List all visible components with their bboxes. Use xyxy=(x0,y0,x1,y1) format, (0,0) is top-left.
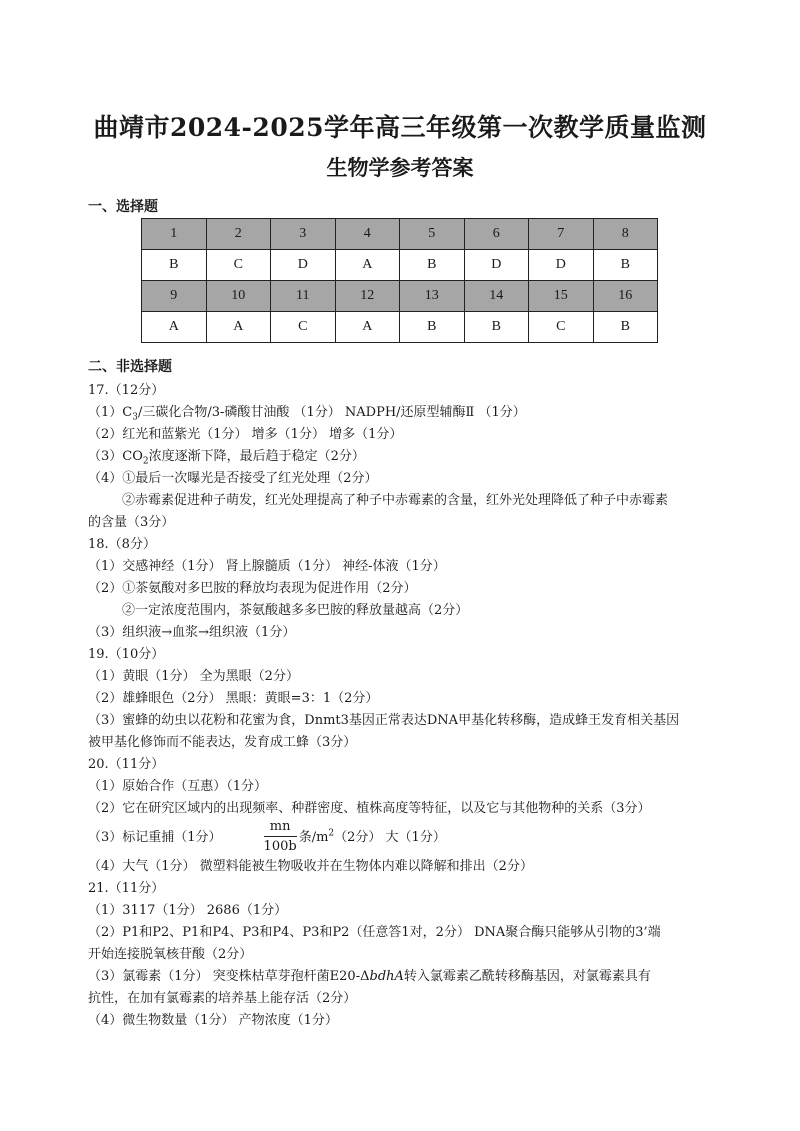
answer-line: $(3)CO_2$浓度逐渐下降，最后趋于稳定（2分） xyxy=(88,449,365,467)
table-cell: A xyxy=(335,250,400,281)
table-cell: B xyxy=(400,250,465,281)
answer-line: ②赤霉素促进种子萌发，红光处理提高了种子中赤霉素的含量，红外光处理降低了种子中赤霉素 xyxy=(122,493,669,508)
table-cell: B xyxy=(464,312,529,343)
answer-line: （1）原始合作（互惠）（1分） xyxy=(88,779,268,794)
answer-line: 被甲基化修饰而不能表达，发育成工蜂（3分） xyxy=(88,735,357,750)
table-cell: B xyxy=(142,250,207,281)
table-cell: 6 xyxy=(464,219,529,250)
answer-line: （4）微生物数量（1分） 产物浓度（1分） xyxy=(88,1013,338,1028)
table-row-answers xyxy=(142,250,658,281)
page-subtitle: 生物学参考答案 xyxy=(326,155,474,180)
table-cell: 16 xyxy=(593,281,658,312)
table-cell: D xyxy=(464,250,529,281)
table-cell: 2 xyxy=(206,219,271,250)
page-title: 曲靖市2024-2025学年高三年级第一次教学质量监测 xyxy=(93,113,707,142)
table-cell: 7 xyxy=(529,219,594,250)
table-cell: B xyxy=(593,250,658,281)
question-18-heading: 18.（8分） xyxy=(88,537,156,552)
table-cell: D xyxy=(529,250,594,281)
answer-line: $(1)C_3/$三碳化合物/3-磷酸甘油酸 （1分） NADPH/还原型辅酶Ⅱ （1分） xyxy=(88,405,526,423)
question-21-heading: 21.（11分） xyxy=(88,881,165,896)
answer-line: （2）①茶氨酸对多巴胺的释放均表现为促进作用（2分） xyxy=(88,581,417,596)
table-cell: A xyxy=(142,312,207,343)
table-cell: 3 xyxy=(271,219,336,250)
answer-line: （2）红光和蓝紫光（1分） 增多（1分） 增多（1分） xyxy=(88,427,403,442)
choice-answer-table xyxy=(141,218,658,343)
answer-line: 开始连接脱氧核苷酸（2分） xyxy=(88,947,253,962)
answer-line: （3）氯霉素（1分） 突变株枯草芽孢杆菌E20-ΔbdhA转入氯霉素乙酰转移酶基因，对氯霉素具有 xyxy=(88,969,651,984)
table-cell: 10 xyxy=(206,281,271,312)
answer-line: （3）蜜蜂的幼虫以花粉和花蜜为食，Dnmt3基因正常表达DNA甲基化转移酶，造成蜂王发育相关基因 xyxy=(88,713,680,728)
table-cell: 4 xyxy=(335,219,400,250)
section-heading-nonchoice: 二、非选择题 xyxy=(88,359,172,375)
table-cell: C xyxy=(529,312,594,343)
table-cell: 8 xyxy=(593,219,658,250)
answer-line: 抗性，在加有氯霉素的培养基上能存活（2分） xyxy=(88,991,357,1006)
table-row-question-numbers xyxy=(142,281,658,312)
question-19-heading: 19.（10分） xyxy=(88,647,165,662)
question-20-heading: 20.（11分） xyxy=(88,757,165,772)
answer-line: （3）组织液→血浆→组织液（1分） xyxy=(88,625,296,640)
table-row-question-numbers xyxy=(142,219,658,250)
answer-line: （2）P1和P2、P1和P4、P3和P4、P3和P2（任意答1对，2分） DNA聚合酶只能够从引物的3’端 xyxy=(88,925,661,940)
table-cell: 15 xyxy=(529,281,594,312)
answer-line: （4）大气（1分） 微塑料能被生物吸收并在生物体内难以降解和排出（2分） xyxy=(88,859,533,874)
table-cell: 14 xyxy=(464,281,529,312)
question-17-heading: 17.（12分） xyxy=(88,383,165,398)
answer-line: ②一定浓度范围内，茶氨酸越多多巴胺的释放量越高（2分） xyxy=(122,603,469,618)
answer-line: （1）黄眼（1分） 全为黑眼（2分） xyxy=(88,669,299,684)
table-cell: B xyxy=(400,312,465,343)
table-cell: 12 xyxy=(335,281,400,312)
answer-line: （1）交感神经（1分） 肾上腺髓质（1分） 神经-体液（1分） xyxy=(88,559,446,574)
answer-line: （4）①最后一次曝光是否接受了红光处理（2分） xyxy=(88,471,378,486)
table-cell: 9 xyxy=(142,281,207,312)
table-cell: C xyxy=(271,312,336,343)
answer-line: （2）雄蜂眼色（2分） 黑眼：黄眼=3：1（2分） xyxy=(88,691,379,706)
table-row-answers xyxy=(142,312,658,343)
table-cell: 5 xyxy=(400,219,465,250)
answer-line: 的含量（3分） xyxy=(88,515,175,530)
answer-line-with-fraction: （3）标记重捕（1分） $\frac{mn}{100b}$ 条$/m^2(2$分） 大（1分） xyxy=(88,818,728,857)
section-heading-choice: 一、选择题 xyxy=(88,199,158,215)
table-cell: 11 xyxy=(271,281,336,312)
table-cell: 13 xyxy=(400,281,465,312)
table-cell: 1 xyxy=(142,219,207,250)
table-cell: A xyxy=(335,312,400,343)
answer-line: （1）3117（1分） 2686（1分） xyxy=(88,903,288,918)
table-cell: B xyxy=(593,312,658,343)
table-cell: D xyxy=(271,250,336,281)
answer-line: （2）它在研究区域内的出现频率、种群密度、植株高度等特征，以及它与其他物种的关系（3分） xyxy=(88,801,651,816)
table-cell: C xyxy=(206,250,271,281)
fraction-formula: $\frac{mn}{100b}$ xyxy=(263,819,297,854)
table-cell: A xyxy=(206,312,271,343)
